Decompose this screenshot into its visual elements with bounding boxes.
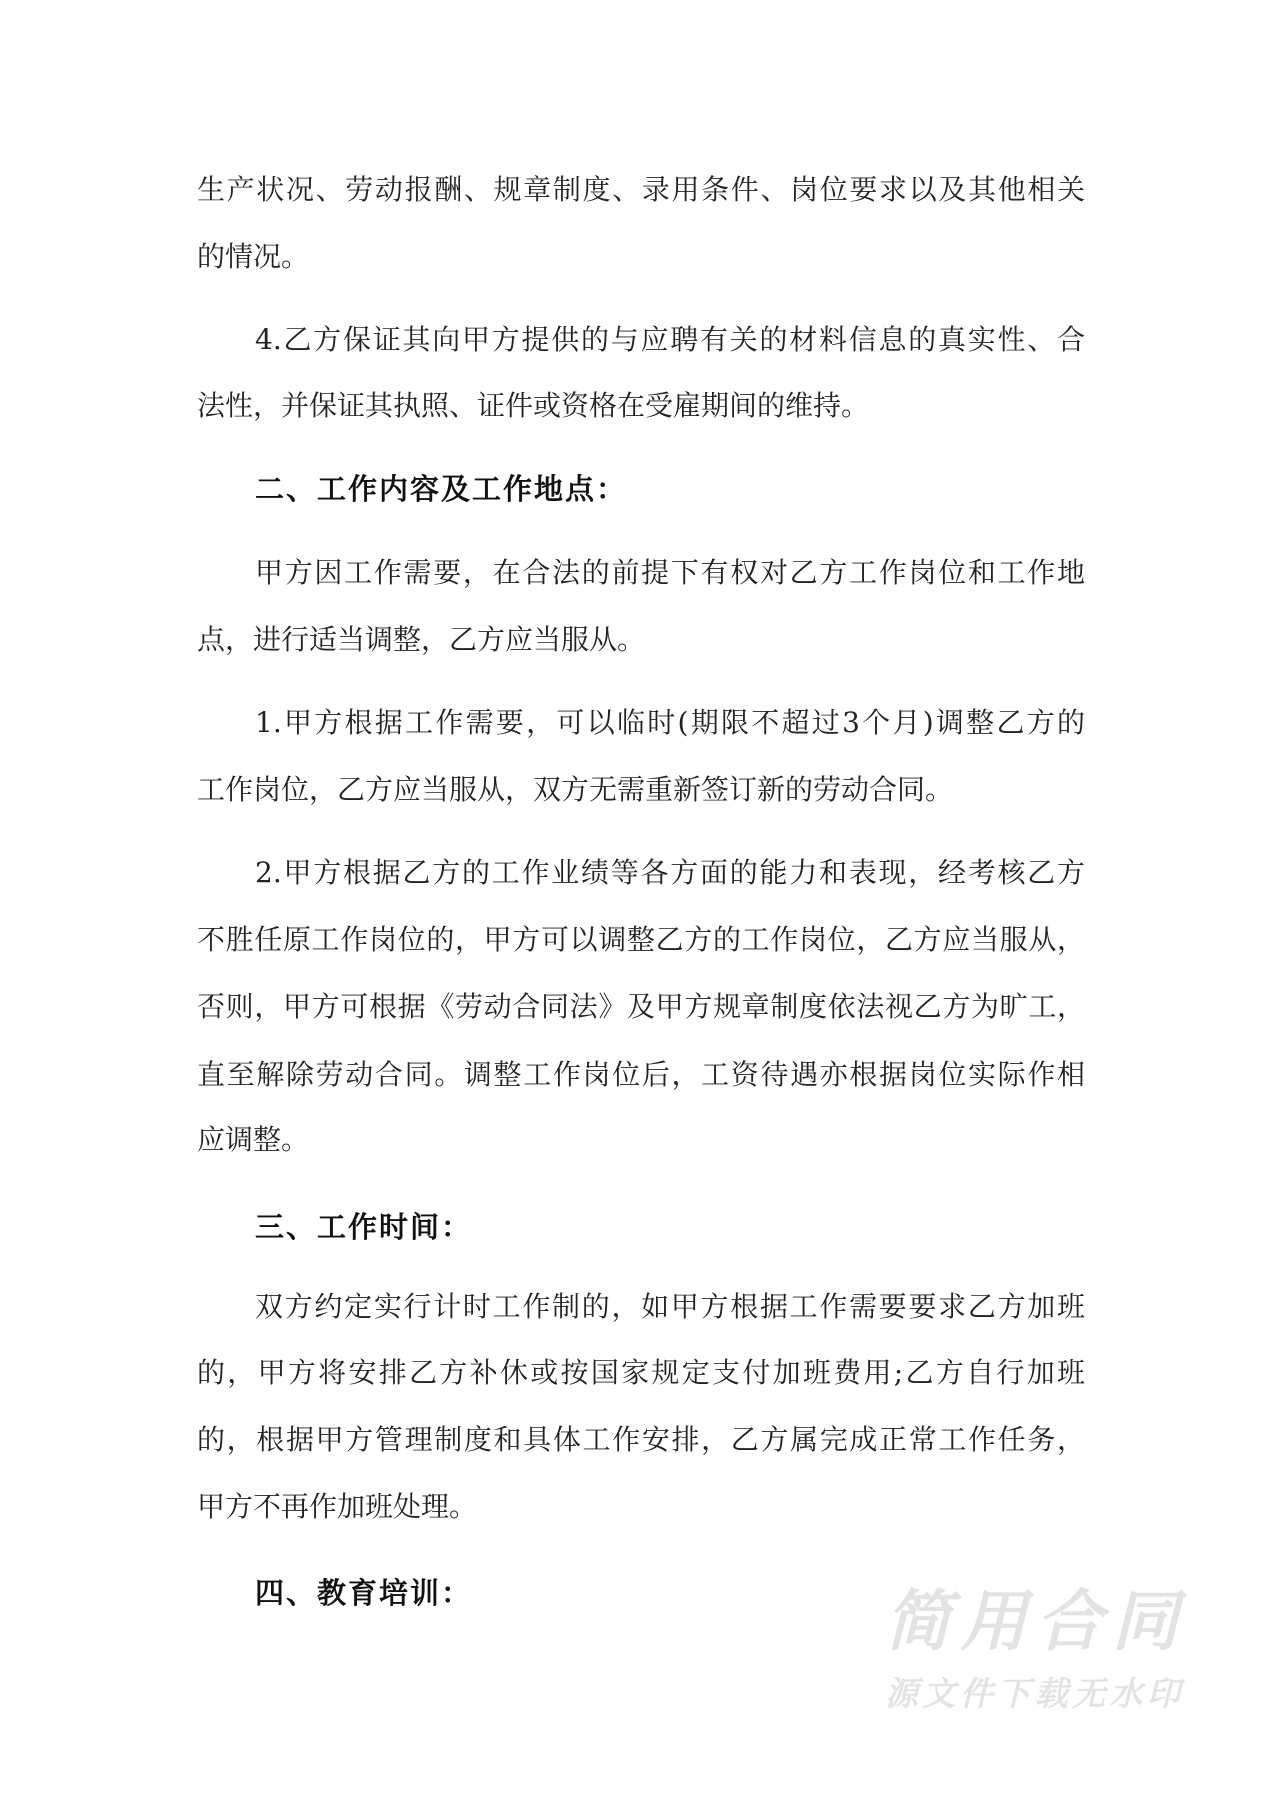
paragraph-line: 的，甲方将安排乙方补休或按国家规定支付加班费用;乙方自行加班 (197, 1356, 1085, 1389)
section-heading-training: 四、教育培训： (255, 1576, 473, 1610)
section-heading-work-hours: 三、工作时间： (255, 1210, 473, 1244)
paragraph-line: 双方约定实行计时工作制的，如甲方根据工作需要要求乙方加班 (255, 1290, 1085, 1323)
paragraph-line: 4.乙方保证其向甲方提供的与应聘有关的材料信息的真实性、合 (255, 323, 1085, 356)
paragraph-line: 的，根据甲方管理制度和具体工作安排，乙方属完成正常工作任务， (197, 1423, 1085, 1456)
paragraph-line: 1.甲方根据工作需要，可以临时(期限不超过3个月)调整乙方的 (255, 706, 1085, 739)
watermark-subtitle: 源文件下载无水印 (885, 1674, 1180, 1713)
paragraph-line: 法性，并保证其执照、证件或资格在受雇期间的维持。 (197, 389, 870, 422)
paragraph-line: 甲方因工作需要，在合法的前提下有权对乙方工作岗位和工作地 (255, 556, 1085, 589)
paragraph-line: 的情况。 (197, 240, 310, 273)
paragraph-line: 点，进行适当调整，乙方应当服从。 (197, 623, 646, 656)
watermark-title: 简用合同 (885, 1583, 1180, 1660)
paragraph-line: 不胜任原工作岗位的，甲方可以调整乙方的工作岗位，乙方应当服从， (197, 923, 1085, 956)
paragraph-line: 否则，甲方可根据《劳动合同法》及甲方规章制度依法视乙方为旷工， (197, 990, 1085, 1023)
paragraph-line: 生产状况、劳动报酬、规章制度、录用条件、岗位要求以及其他相关 (197, 173, 1085, 206)
paragraph-line: 直至解除劳动合同。调整工作岗位后，工资待遇亦根据岗位实际作相 (197, 1058, 1085, 1091)
paragraph-line: 应调整。 (197, 1123, 310, 1156)
section-heading-work-content: 二、工作内容及工作地点： (255, 472, 628, 506)
paragraph-line: 工作岗位，乙方应当服从，双方无需重新签订新的劳动合同。 (197, 773, 954, 806)
paragraph-line: 2.甲方根据乙方的工作业绩等各方面的能力和表现，经考核乙方 (255, 856, 1085, 889)
paragraph-line: 甲方不再作加班处理。 (197, 1490, 478, 1523)
